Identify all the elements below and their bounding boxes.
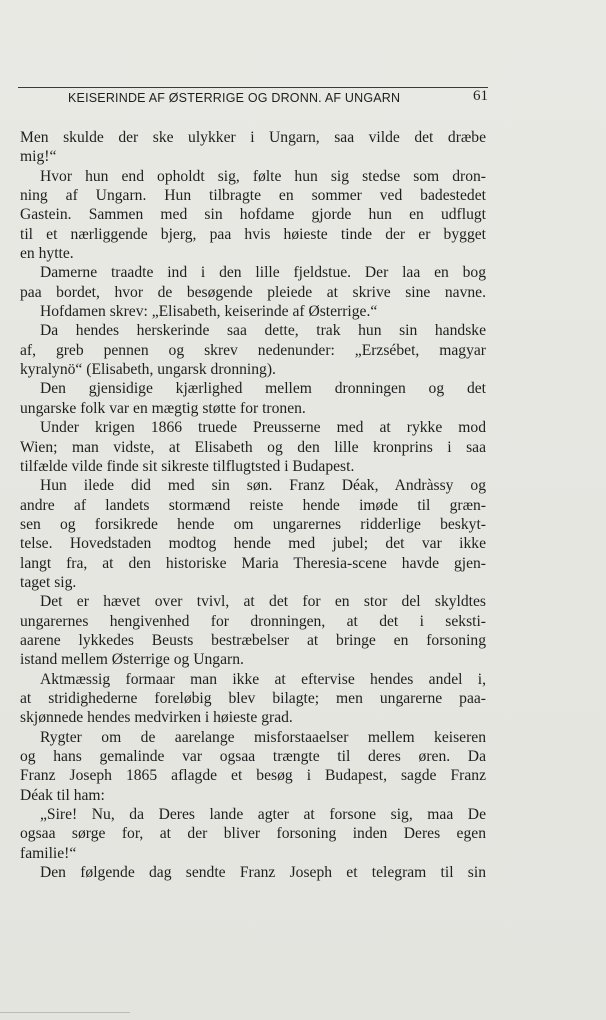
text-line: taget sig.	[20, 573, 77, 591]
running-title: KEISERINDE AF ØSTERRIGE OG DRONN. AF UNGARN	[68, 91, 401, 105]
text-line: Hun ilede did med sin søn. Franz Déak, Andràssy og	[40, 477, 486, 495]
text-line: Gastein. Sammen med sin hofdame gjorde hun en udflugt	[20, 206, 486, 224]
text-line: Da hendes herskerinde saa dette, trak hun sin handske	[40, 322, 486, 340]
text-line: „Sire! Nu, da Deres lande agter at forsone sig, maa De	[40, 806, 486, 824]
text-line: Det er hævet over tvivl, at det for en stor del skyldtes	[40, 593, 486, 611]
text-line: Under krigen 1866 truede Preusserne med at rykke mod	[40, 419, 486, 437]
text-line: Aktmæssig formaar man ikke at eftervise hendes andel i,	[40, 670, 486, 688]
text-line: tilfælde vilde finde sit sikreste tilflugtsted i Budapest.	[20, 457, 355, 475]
text-line: sen og forsikrede hende om ungarernes ridderlige beskyt-	[20, 515, 486, 533]
page-number: 61	[473, 88, 488, 104]
text-line: Franz Joseph 1865 aflagde et besøg i Budapest, sagde Franz	[20, 767, 486, 785]
text-line: andre af landets stormænd reiste hende imøde til græn-	[20, 496, 486, 514]
text-line: til et nærliggende bjerg, paa hvis høieste tinde der er bygget	[20, 225, 486, 243]
page-edge-shadow	[0, 1012, 130, 1013]
text-line: Rygter om de aarelange misforstaaelser mellem keiseren	[40, 728, 486, 746]
body-text	[20, 128, 486, 882]
text-line: Den følgende dag sendte Franz Joseph et telegram til sin	[40, 864, 486, 882]
text-line: en hytte.	[20, 245, 74, 263]
text-line: Hvor hun end opholdt sig, følte hun sig stedse som dron-	[40, 167, 486, 185]
running-head	[18, 87, 488, 112]
text-line: Den gjensidige kjærlighed mellem dronningen og det	[40, 380, 486, 398]
text-line: ungarernes hengivenhed for dronningen, at det i seksti-	[20, 612, 486, 630]
text-line: familie!“	[20, 844, 77, 862]
text-line: langt fra, at den historiske Maria Theresia-scene havde gjen-	[20, 554, 486, 572]
text-line: Men skulde der ske ulykker i Ungarn, saa vilde det dræbe	[20, 129, 486, 146]
text-line: og hans gemalinde var ogsaa trængte til deres øren. Da	[20, 748, 486, 765]
text-line: aarene lykkedes Beusts bestræbelser at bringe en forsoning	[20, 631, 486, 649]
text-line: at stridighederne foreløbig blev bilagte; men ungarerne paa-	[20, 689, 486, 707]
text-line: Hofdamen skrev: „Elisabeth, keiserinde af Østerrige.“	[40, 303, 378, 321]
text-line: ogsaa sørge for, at der bliver forsoning inden Deres egen	[20, 825, 486, 843]
text-line: telse. Hovedstaden modtog hende med jubel; det var ikke	[20, 535, 486, 553]
text-line: ning af Ungarn. Hun tilbragte en sommer ved badestedet	[20, 187, 486, 205]
text-line: Déak til ham:	[20, 786, 105, 804]
text-line: Wien; man vidste, at Elisabeth og den lille kronprins i saa	[20, 438, 486, 456]
text-line: Damerne traadte ind i den lille fjeldstue. Der laa en bog	[40, 264, 486, 282]
text-line: istand mellem Østerrige og Ungarn.	[20, 651, 244, 669]
text-line: skjønnede hendes medvirken i høieste grad.	[20, 709, 293, 727]
text-line: paa bordet, hvor de besøgende pleiede at skrive sine navne.	[20, 283, 486, 301]
text-line: mig!“	[20, 148, 57, 166]
text-line: af, greb pennen og skrev nedenunder: „Erzsébet, magyar	[20, 341, 486, 359]
text-line: kyralynö“ (Elisabeth, ungarsk dronning).	[20, 361, 276, 379]
text-line: ungarske folk var en mægtig støtte for tronen.	[20, 399, 306, 417]
